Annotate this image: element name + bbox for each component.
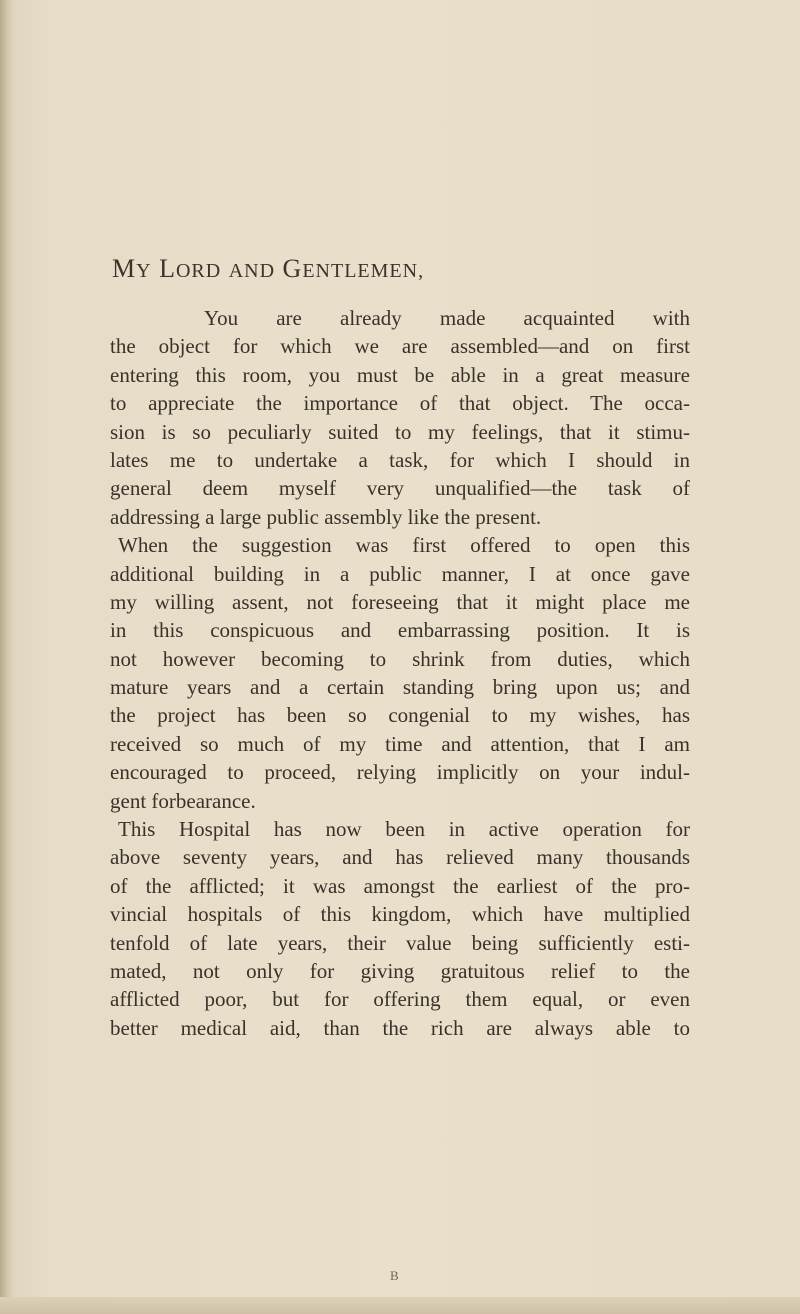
text-line: vincial hospitals of this kingdom, which have multiplied: [110, 902, 690, 927]
text-line: tenfold of late years, their value being sufficiently esti-: [110, 930, 690, 955]
text-line: the project has been so congenial to my wishes, has: [110, 703, 690, 728]
text-line: This Hospital has now been in active operation for: [118, 817, 690, 842]
text-line: entering this room, you must be able in a great measure: [110, 362, 690, 387]
salutation-heading: [112, 254, 424, 284]
text-line: gent forbearance.: [110, 788, 256, 813]
text-line: mature years and a certain standing bring upon us; and: [110, 675, 690, 700]
salutation-initial-g: G: [282, 254, 303, 283]
text-line: received so much of my time and attention, that I am: [110, 731, 690, 756]
text-line: When the suggestion was first offered to open this: [118, 533, 690, 558]
text-line: additional building in a public manner, I at once gave: [110, 561, 690, 586]
salutation-rest-y: Y: [136, 260, 152, 282]
text-line: not however becoming to shrink from duties, which: [110, 646, 690, 671]
spine-shadow: [0, 0, 14, 1314]
signature-mark: B: [390, 1268, 399, 1283]
text-line: general deem myself very unqualified—the task of: [110, 476, 690, 501]
salutation-initial-m: M: [112, 254, 137, 283]
text-line: afflicted poor, but for offering them equal, or even: [110, 987, 690, 1012]
text-line: You are already made acquainted with: [204, 306, 690, 330]
body-text: [110, 304, 690, 1042]
text-line: mated, not only for giving gratuitous relief to the: [110, 958, 690, 983]
text-line: addressing a large public assembly like the present.: [110, 504, 542, 529]
text-line: better medical aid, than the rich are always able to: [110, 1015, 690, 1040]
text-line: in this conspicuous and embarrassing position. It is: [110, 618, 690, 643]
text-line: to appreciate the importance of that object. The occa-: [110, 391, 690, 416]
text-line: my willing assent, not foreseeing that it might place me: [110, 589, 690, 614]
page-bottom-edge: [0, 1297, 800, 1314]
salutation-rest-ord: ORD: [175, 260, 222, 282]
text-line: the object for which we are assembled—and on first: [110, 334, 690, 359]
text-line: encouraged to proceed, relying implicitly on your indul-: [110, 760, 690, 785]
salutation-initial-l: L: [159, 254, 176, 283]
text-line: lates me to undertake a task, for which I should in: [110, 447, 690, 472]
salutation-rest-entlemen: ENTLEMEN,: [302, 260, 425, 282]
salutation-and: AND: [228, 260, 276, 282]
text-line: sion is so peculiarly suited to my feelings, that it stimu-: [110, 419, 690, 444]
text-line: of the afflicted; it was amongst the earliest of the pro-: [110, 873, 690, 898]
text-line: above seventy years, and has relieved many thousands: [110, 845, 690, 870]
